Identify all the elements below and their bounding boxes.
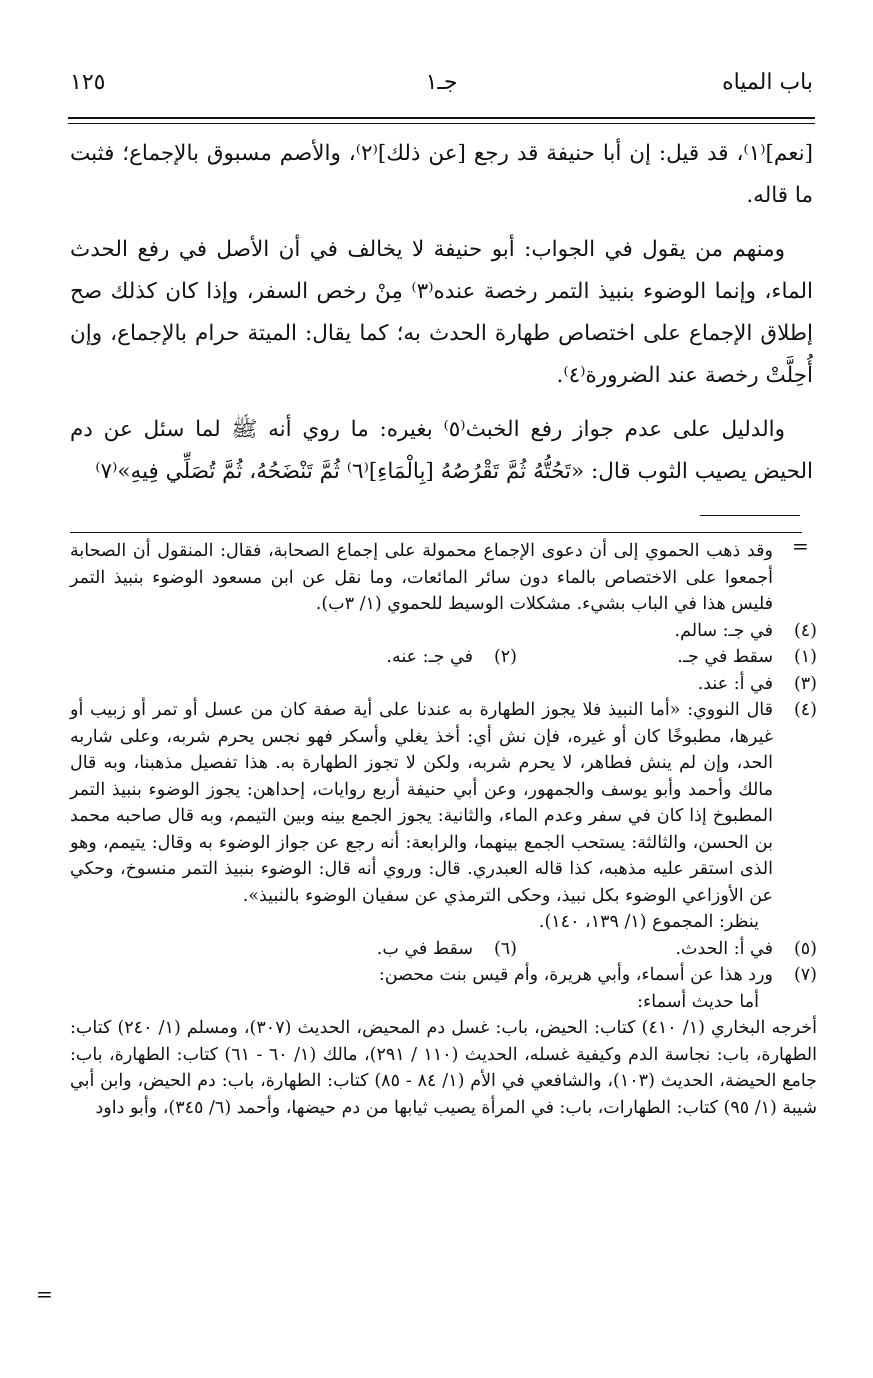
- continuation-mark-bottom: =: [36, 1282, 53, 1306]
- footnote-5: (٥) في أ: الحدث.: [675, 938, 817, 959]
- paragraph-1: [نعم]⁽١⁾، قد قيل: إن أبا حنيفة قد رجع [عن ذلك]⁽٢⁾، والأصم مسبوق بالإجماع؛ فثبت ما قاله.: [70, 141, 813, 208]
- main-text: [70, 133, 813, 505]
- footnote-4: (٤) قال النووي: «أما النبيذ فلا يجوز الطهارة به عندنا على أية صفة كان من عسل أو تمر أو زبيب أو غيرها، مطبوخًا كان أو غيره، فإن نش أي: أخذ يغلي وأسكر فهو نجس يحرم شربه، وعلى شاربه الحد، وإن لم ينش فطاهر، لا يحرم شربه، ولكن لا تجوز الطهارة به. هذا تفصيل مذهبنا، وبه قال مالك وأحمد وأبو يوسف والجمهور، وعن أبي حنيفة أربع روايات، إحداهن: يجوز الوضوء بنبيذ التمر المطبوخ إذا كان في سفر وعدم الماء، والثانية: يجوز الجمع بينه وبين التيمم، وبه قال صاحبه محمد بن الحسن، والثالثة: يستحب الجمع بينهما، والرابعة: أنه رجع عن جواز الوضوء به وقال: يتيمم، وهو الذى استقر عليه مذهبه، كذا قاله العبدري. قال: وروي أنه قال: الوضوء بنبيذ التمر منسوخ، وحكي عن الأوزاعي الوضوء بكل نبيذ، وحكى الترمذي عن سفيان الوضوء بالنبيذ».: [70, 700, 817, 906]
- paragraph-3: والدليل على عدم جواز رفع الخبث⁽٥⁾ بغيره: ما روي أنه ﷺ لما سئل عن دم الحيض يصيب الثوب قال: «تَحُتُّهُ ثُمَّ تَقْرُصُهُ [بِالْمَاءِ]⁽٦⁾ ثُمَّ تَنْضَحُهُ، ثُمَّ تُصَلِّي فِيهِ»⁽٧⁾: [70, 417, 813, 484]
- header-rule-thin: [68, 123, 815, 124]
- footnote-2: (٢) في جـ: عنه.: [386, 647, 517, 667]
- chapter-title: باب المياه: [722, 70, 813, 95]
- volume-label: جـ١: [425, 70, 458, 95]
- header-rule-thick: [68, 117, 815, 119]
- footnote-separator-short: [700, 515, 800, 516]
- footnote-1: (١) سقط في جـ.: [677, 647, 817, 667]
- page-header: [70, 70, 813, 110]
- footnote-row-5-6: [70, 936, 817, 963]
- footnote-4-reference: ينظر: المجموع (١/ ١٣٩، ١٤٠).: [538, 912, 759, 932]
- footnote-7: (٧) ورد هذا عن أسماء، وأبي هريرة، وأم قيس بنت محصن:: [378, 965, 817, 985]
- footnote-carryover: وقد ذهب الحموي إلى أن دعوى الإجماع محمولة على إجماع الصحابة، فقال: المنقول أن الصحابة أجمعوا على الاختصاص بالماء دون سائر المائعات، وما نقل عن ابن مسعود الوضوء بنبيذ التمر فليس هذا في الباب بشيء. مشكلات الوسيط للحموي (١/ ٣ب).: [70, 541, 773, 614]
- footnote-carry-4: (٤) في جـ: سالم.: [674, 620, 817, 641]
- footnotes: [70, 534, 817, 1121]
- continuation-mark-top: =: [792, 534, 809, 558]
- footnote-separator: [70, 532, 802, 533]
- footnote-7-body: أخرجه البخاري (١/ ٤١٠) كتاب: الحيض، باب: غسل دم المحيض، الحديث (٣٠٧)، ومسلم (١/ ٢٤٠) كتاب: الطهارة، باب: نجاسة الدم وكيفية غسله، الحديث (١١٠ / ٢٩١)، مالك (١/ ٦٠ - ٦١) كتاب: الطهارة، باب: جامع الحيضة، الحديث (١٠٣)، والشافعي في الأم (١/ ٨٤ - ٨٥) كتاب: الطهارة، باب: دم الحيض، وابن أبي شيبة (١/ ٩٥) كتاب: الطهارات، باب: في المرأة يصيب ثيابها من دم حيضها، وأحمد (٦/ ٣٤٥)، وأبو داود: [70, 1018, 817, 1118]
- footnote-7-subheading: أما حديث أسماء:: [637, 991, 759, 1012]
- page-number: ١٢٥: [70, 70, 106, 95]
- footnote-6: (٦) سقط في ب.: [376, 938, 517, 959]
- paragraph-2: ومنهم من يقول في الجواب: أبو حنيفة لا يخالف في أن الأصل في رفع الحدث الماء، وإنما الوضوء بنبيذ التمر رخصة عنده⁽٣⁾ مِنْ رخص السفر، وإذا كان كذلك صح إطلاق الإجماع على اختصاص طهارة الحدث به؛ كما يقال: الميتة حرام بالإجماع، وإن أُحِلَّتْ رخصة عند الضرورة⁽٤⁾.: [70, 237, 814, 388]
- footnote-3: (٣) في أ: عند.: [697, 673, 817, 694]
- footnote-row-1-2: [70, 644, 817, 671]
